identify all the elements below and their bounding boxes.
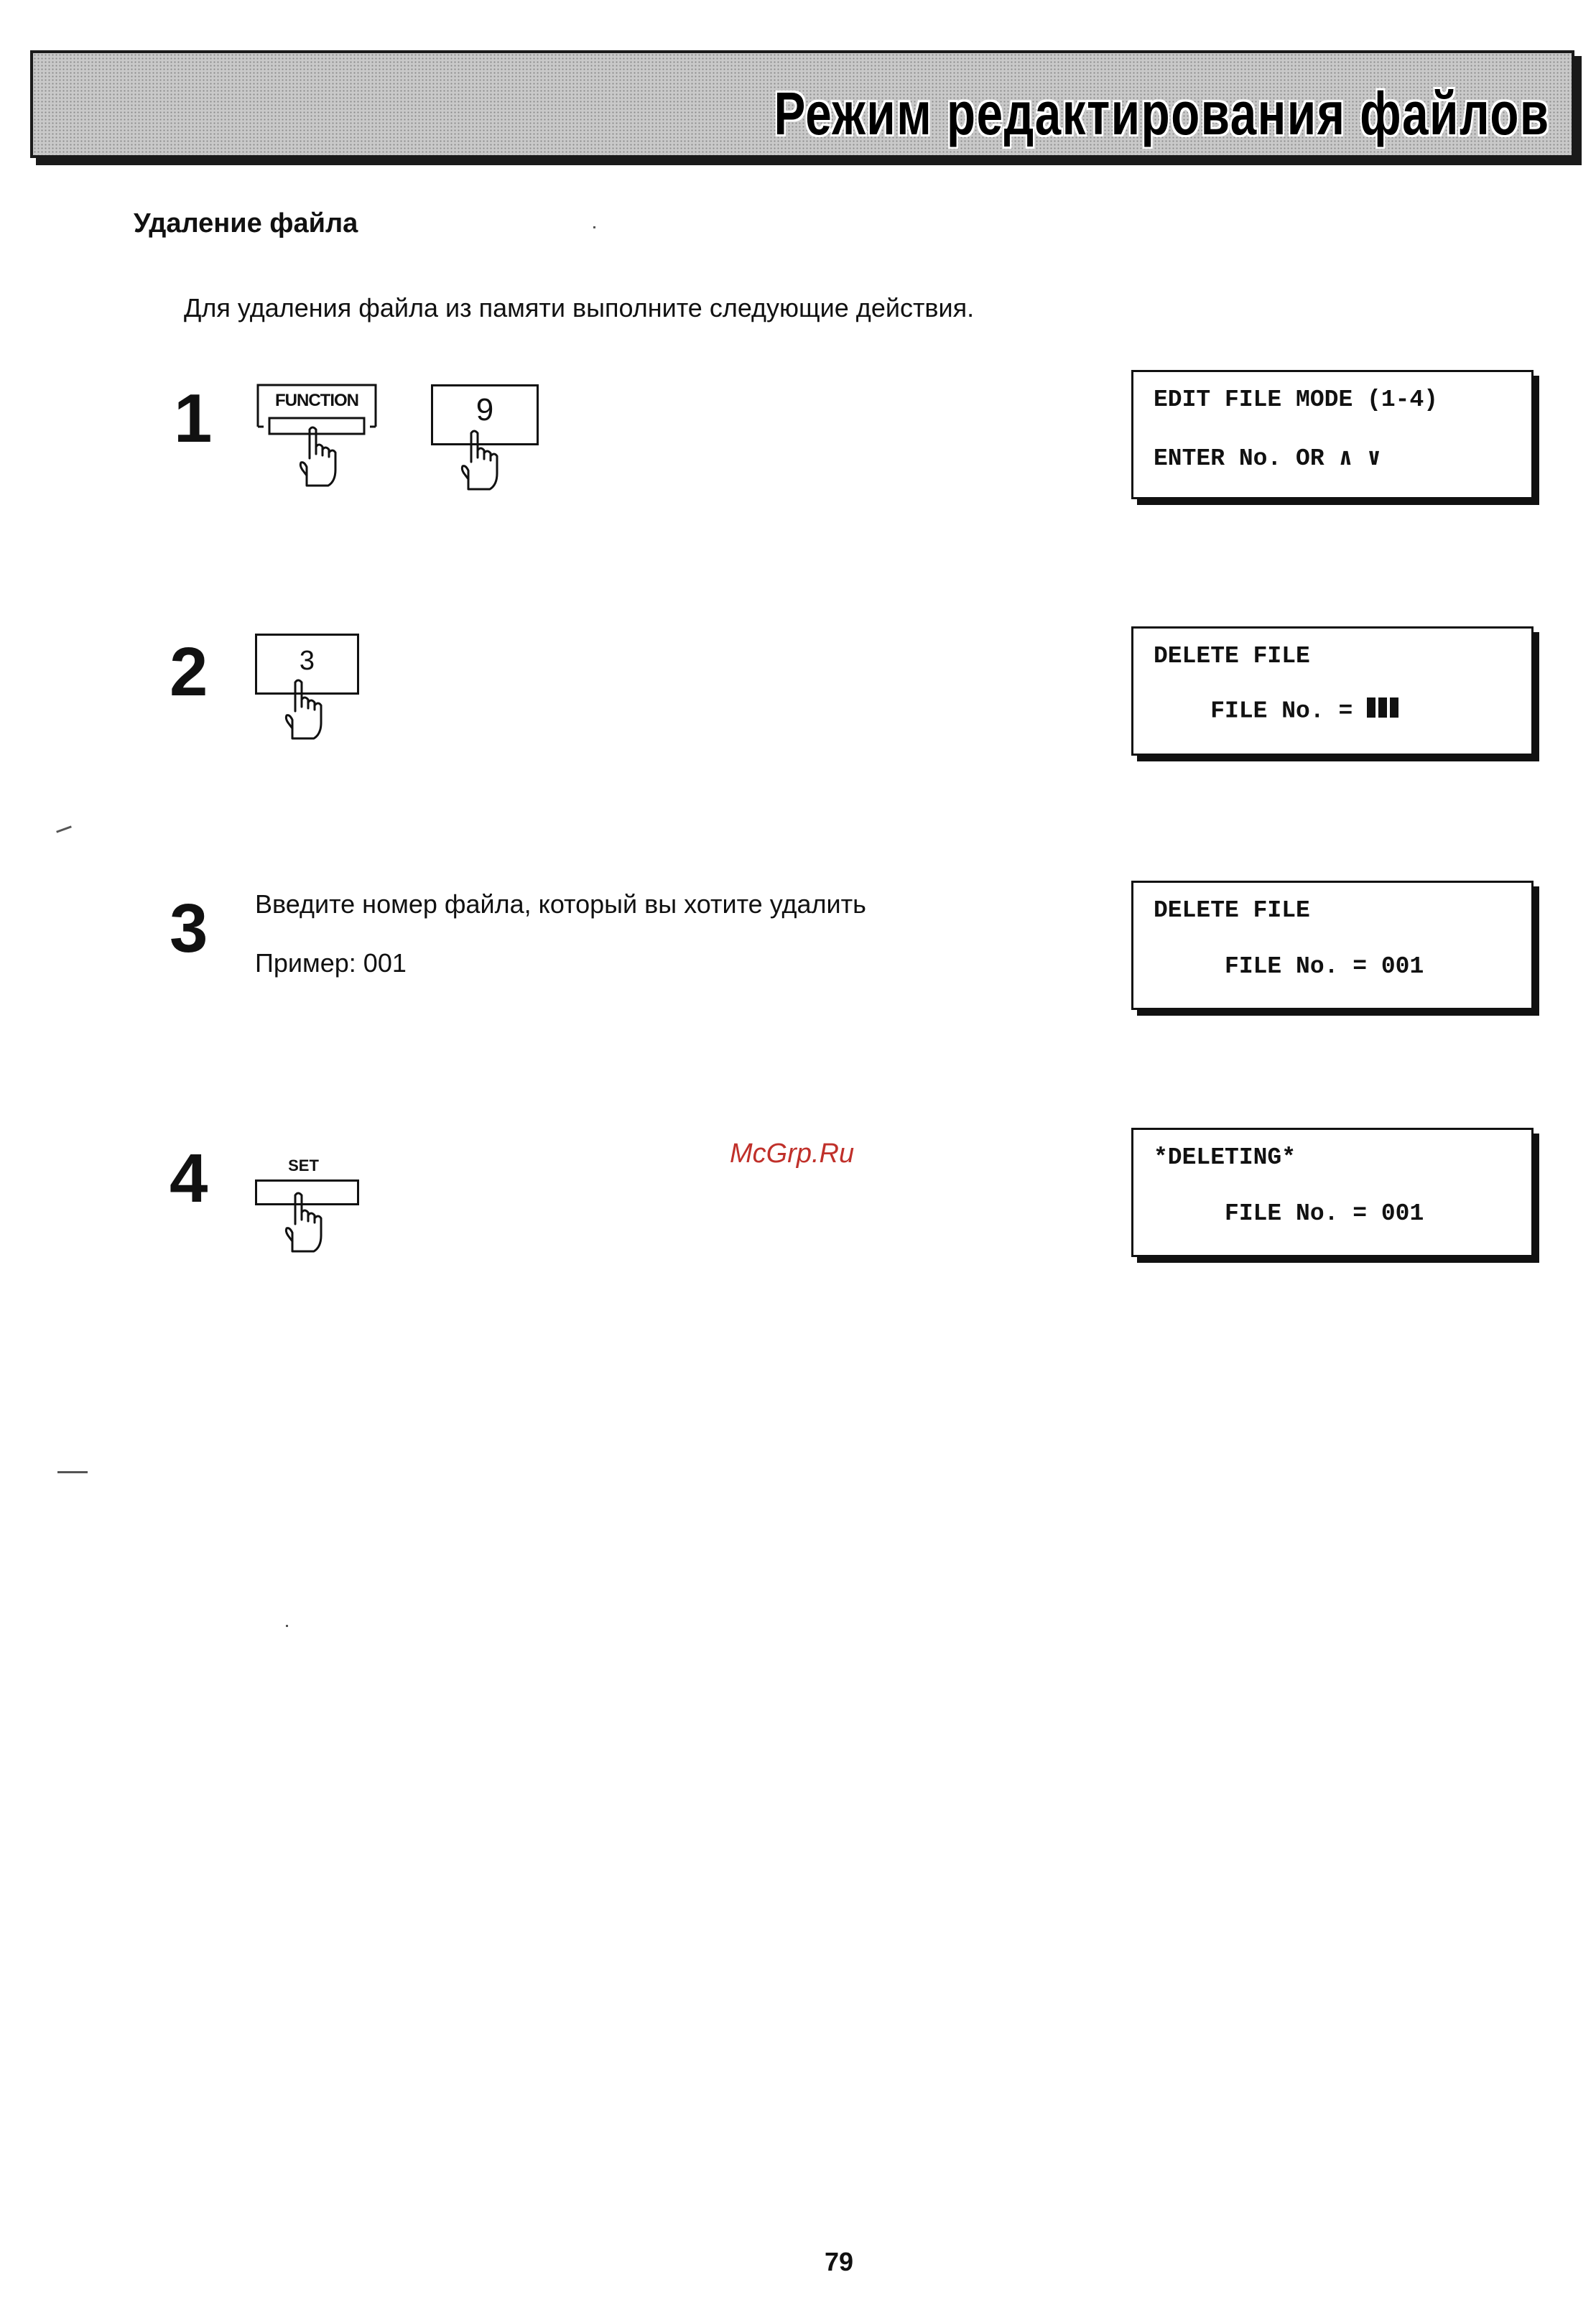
step-number: 1 (174, 380, 213, 457)
lcd-line-1: DELETE FILE (1154, 897, 1310, 924)
intro-text: Для удаления файла из памяти выполните следующие действия. (184, 293, 975, 323)
pointing-hand-icon (458, 429, 509, 492)
step-instruction: Введите номер файла, который вы хотите удалить (255, 889, 866, 919)
key-3 (255, 634, 363, 741)
pointing-hand-icon (282, 678, 333, 741)
lcd-display (1131, 881, 1534, 1010)
lcd-line-2: FILE No. = 001 (1154, 953, 1424, 980)
key-9 (431, 384, 539, 492)
input-cursor-blocks (1367, 697, 1401, 725)
lcd-line-2 (1154, 697, 1401, 725)
lcd-display (1131, 370, 1534, 499)
pointing-hand-icon (282, 1191, 333, 1254)
page-number: 79 (825, 2247, 854, 2276)
scan-speck (593, 226, 595, 228)
chapter-banner (30, 50, 1574, 158)
key-3-label: 3 (299, 646, 315, 676)
chapter-title: Режим редактирования файлов (774, 80, 1550, 147)
lcd-line-1: DELETE FILE (1154, 643, 1310, 669)
section-title: Удаление файла (134, 208, 358, 238)
scan-speck (286, 1625, 288, 1627)
banner-shadow (36, 158, 1580, 165)
banner-shadow-right (1574, 56, 1582, 165)
lcd-display (1131, 1128, 1534, 1257)
scan-speck (56, 825, 72, 833)
step-example: Пример: 001 (255, 948, 407, 978)
lcd-line-2-text: FILE No. = (1154, 697, 1368, 725)
lcd-line-2: ENTER No. OR ∧ ∨ (1154, 445, 1381, 472)
lcd-line-2: FILE No. = 001 (1154, 1200, 1424, 1227)
key-9-label: 9 (475, 392, 494, 427)
lcd-line-1: EDIT FILE MODE (1-4) (1154, 386, 1439, 413)
step-number: 4 (170, 1140, 208, 1217)
scan-speck (57, 1471, 88, 1473)
step-number: 3 (170, 890, 208, 967)
lcd-display (1131, 626, 1534, 756)
set-key-label: SET (288, 1156, 319, 1174)
pointing-hand-icon (297, 425, 347, 488)
function-key-label: FUNCTION (275, 391, 358, 410)
function-key (255, 381, 381, 488)
step-number: 2 (170, 634, 208, 710)
watermark: McGrp.Ru (730, 1139, 855, 1169)
lcd-line-1: *DELETING* (1154, 1144, 1296, 1171)
set-key (255, 1156, 363, 1264)
